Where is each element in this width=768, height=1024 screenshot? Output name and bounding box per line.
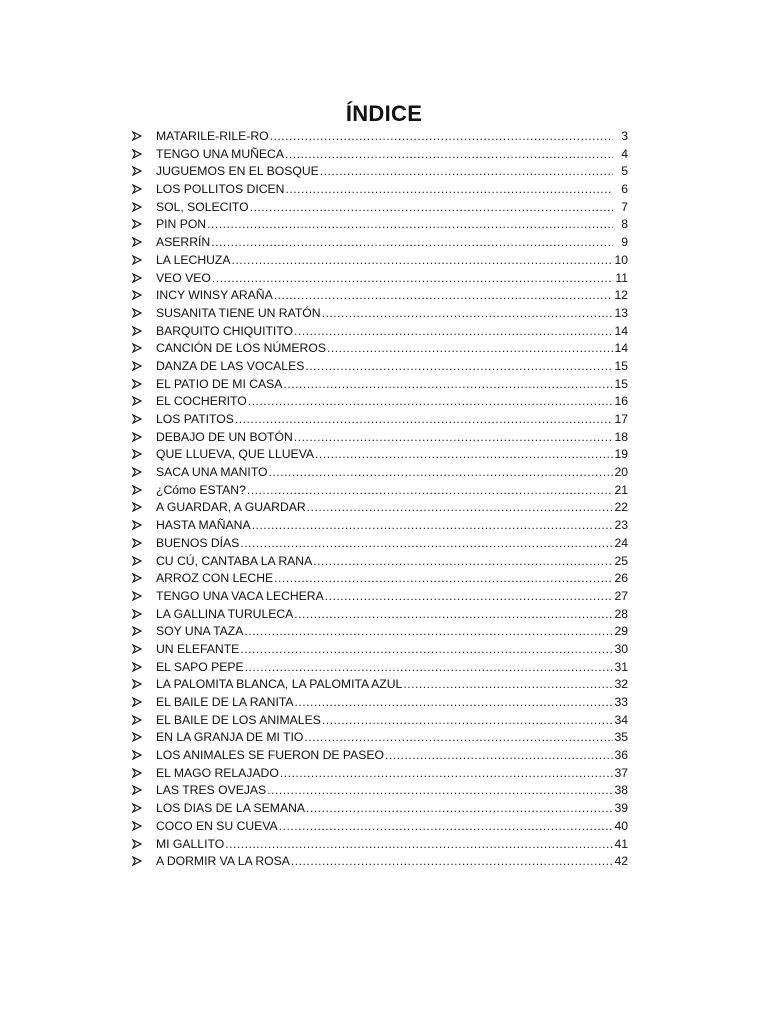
toc-page-number: 26 <box>614 571 628 586</box>
toc-page-number: 7 <box>621 199 628 214</box>
toc-entry-title: EL BAILE DE LA RANITA <box>156 695 294 709</box>
toc-entry <box>132 676 628 694</box>
toc-entry <box>132 340 628 358</box>
toc-entry <box>132 358 628 376</box>
toc-entry <box>132 836 628 854</box>
toc-entry <box>132 517 628 535</box>
toc-page-number: 29 <box>614 624 628 639</box>
toc-entry <box>132 216 628 234</box>
toc-page-number: 35 <box>614 730 628 745</box>
toc-entry <box>132 287 628 305</box>
arrowhead-bullet-icon <box>132 483 156 501</box>
toc-entry <box>132 199 628 217</box>
toc-entry-title: UN ELEFANTE <box>156 641 240 656</box>
toc-entry-title: EL COCHERITO <box>156 394 247 409</box>
toc-page-number: 36 <box>614 748 628 763</box>
toc-page-number: 17 <box>614 412 628 426</box>
arrowhead-bullet-icon <box>132 341 156 359</box>
dot-leader <box>294 323 613 341</box>
arrowhead-bullet-icon <box>132 695 156 713</box>
dot-leader <box>207 216 613 234</box>
toc-entry-title: CANCIÓN DE LOS NÚMEROS <box>156 341 326 356</box>
toc-page-number: 8 <box>621 217 628 232</box>
arrowhead-bullet-icon <box>132 837 156 855</box>
arrowhead-bullet-icon <box>132 660 156 678</box>
toc-entry-title: MI GALLITO <box>156 836 225 851</box>
dot-leader <box>327 340 613 358</box>
toc-entry <box>132 747 628 765</box>
arrowhead-bullet-icon <box>132 642 156 660</box>
toc-page-number: 20 <box>614 465 628 480</box>
toc-page-number: 13 <box>614 305 628 320</box>
toc-entry <box>132 429 628 447</box>
toc-entry-title: ¿Cómo ESTAN? <box>156 482 246 497</box>
toc-page-number: 31 <box>614 659 628 674</box>
dot-leader <box>291 853 613 871</box>
arrowhead-bullet-icon <box>132 147 156 165</box>
toc-entry <box>132 376 628 394</box>
toc-entry-title: EL PATIO DE MI CASA <box>156 376 283 391</box>
dot-leader <box>267 782 613 800</box>
toc-entry-title: LOS PATITOS <box>156 412 234 426</box>
table-of-contents <box>132 128 628 871</box>
toc-entry <box>132 163 628 181</box>
arrowhead-bullet-icon <box>132 217 156 235</box>
toc-entry-title: MATARILE-RILE-RO <box>156 129 269 143</box>
toc-page-number: 15 <box>614 358 628 373</box>
toc-entry-title: JUGUEMOS EN EL BOSQUE <box>156 164 319 179</box>
toc-page-number: 14 <box>614 323 628 338</box>
toc-page-number: 5 <box>621 164 628 179</box>
arrowhead-bullet-icon <box>132 500 156 518</box>
dot-leader <box>283 376 613 394</box>
toc-page-number: 16 <box>614 394 628 409</box>
dot-leader <box>212 270 613 288</box>
toc-entry <box>132 234 628 252</box>
toc-entry-title: VEO VEO <box>156 270 211 285</box>
toc-entry <box>132 623 628 641</box>
toc-entry-title: LA LECHUZA <box>156 252 231 267</box>
arrowhead-bullet-icon <box>132 465 156 483</box>
toc-entry-title: BARQUITO CHIQUITITO <box>156 323 294 338</box>
dot-leader <box>403 676 613 694</box>
toc-page-number: 24 <box>614 535 628 550</box>
toc-entry-title: LAS TRES OVEJAS <box>156 783 267 798</box>
toc-entry-title: SUSANITA TIENE UN RATÓN <box>156 305 321 320</box>
toc-entry-title: LA PALOMITA BLANCA, LA PALOMITA AZUL <box>156 677 403 692</box>
toc-entry <box>132 818 628 836</box>
toc-entry-title: SACA UNA MANITO <box>156 465 268 480</box>
toc-page-number: 11 <box>615 270 628 285</box>
toc-entry-title: PIN PON <box>156 217 207 232</box>
toc-entry-title: ARROZ CON LECHE <box>156 571 274 586</box>
toc-page-number: 25 <box>614 553 628 568</box>
toc-entry <box>132 411 628 429</box>
toc-page-number: 27 <box>614 588 628 603</box>
toc-entry <box>132 446 628 464</box>
toc-entry <box>132 146 628 164</box>
toc-entry-title: SOL, SOLECITO <box>156 199 249 214</box>
toc-entry <box>132 641 628 659</box>
toc-entry <box>132 659 628 677</box>
dot-leader <box>225 836 613 854</box>
toc-page-number: 28 <box>614 606 628 621</box>
toc-entry-title: EL BAILE DE LOS ANIMALES <box>156 712 321 727</box>
toc-entry <box>132 712 628 730</box>
arrowhead-bullet-icon <box>132 571 156 589</box>
toc-entry-title: DANZA DE LAS VOCALES <box>156 358 305 373</box>
arrowhead-bullet-icon <box>132 377 156 395</box>
arrowhead-bullet-icon <box>132 235 156 253</box>
arrowhead-bullet-icon <box>132 164 156 182</box>
toc-entry-title: ASERRÍN <box>156 235 211 250</box>
toc-page-number: 34 <box>614 712 628 727</box>
dot-leader <box>245 659 613 677</box>
dot-leader <box>306 800 613 818</box>
toc-entry <box>132 499 628 517</box>
dot-leader <box>305 358 613 376</box>
toc-entry <box>132 464 628 482</box>
toc-entry <box>132 606 628 624</box>
dot-leader <box>244 623 613 641</box>
arrowhead-bullet-icon <box>132 801 156 819</box>
dot-leader <box>211 234 613 252</box>
toc-page-number: 21 <box>614 482 628 497</box>
toc-entry <box>132 694 628 712</box>
arrowhead-bullet-icon <box>132 288 156 306</box>
arrowhead-bullet-icon <box>132 554 156 572</box>
arrowhead-bullet-icon <box>132 607 156 625</box>
toc-entry-title: BUENOS DÍAS <box>156 535 240 550</box>
toc-entry-title: CU CÚ, CANTABA LA RANA <box>156 553 313 568</box>
arrowhead-bullet-icon <box>132 324 156 342</box>
arrowhead-bullet-icon <box>132 271 156 289</box>
arrowhead-bullet-icon <box>132 748 156 766</box>
toc-page-number: 37 <box>614 765 628 780</box>
toc-entry-title: TENGO UNA VACA LECHERA <box>156 588 324 603</box>
arrowhead-bullet-icon <box>132 783 156 801</box>
toc-entry <box>132 570 628 588</box>
toc-page-number: 42 <box>614 854 628 869</box>
toc-entry-title: HASTA MAÑANA <box>156 518 251 533</box>
arrowhead-bullet-icon <box>132 589 156 607</box>
toc-entry-title: LA GALLINA TURULECA <box>156 606 294 621</box>
toc-page-number: 22 <box>614 500 628 515</box>
arrowhead-bullet-icon <box>132 730 156 748</box>
toc-entry-title: LOS POLLITOS DICEN <box>156 182 285 197</box>
toc-entry <box>132 482 628 500</box>
toc-entry-title: EN LA GRANJA DE MI TIO <box>156 730 304 745</box>
dot-leader <box>247 482 613 500</box>
toc-entry-title: QUE LLUEVA, QUE LLUEVA <box>156 447 315 462</box>
dot-leader <box>252 517 613 535</box>
dot-leader <box>295 694 613 712</box>
toc-entry <box>132 729 628 747</box>
toc-entry <box>132 782 628 800</box>
dot-leader <box>235 411 613 429</box>
toc-entry <box>132 853 628 871</box>
dot-leader <box>232 252 613 270</box>
arrowhead-bullet-icon <box>132 430 156 448</box>
arrowhead-bullet-icon <box>132 200 156 218</box>
dot-leader <box>322 712 613 730</box>
toc-entry <box>132 305 628 323</box>
toc-page-number: 33 <box>614 695 628 709</box>
toc-entry <box>132 588 628 606</box>
arrowhead-bullet-icon <box>132 677 156 695</box>
toc-page-number: 4 <box>621 146 628 161</box>
toc-page-number: 41 <box>614 836 628 851</box>
toc-page-number: 38 <box>614 783 628 798</box>
toc-entry <box>132 800 628 818</box>
dot-leader <box>294 606 613 624</box>
arrowhead-bullet-icon <box>132 306 156 324</box>
toc-page-number: 9 <box>621 235 628 250</box>
dot-leader <box>280 765 613 783</box>
toc-entry <box>132 270 628 288</box>
toc-page-number: 3 <box>621 129 628 143</box>
dot-leader <box>315 446 613 464</box>
toc-entry <box>132 553 628 571</box>
arrowhead-bullet-icon <box>132 253 156 271</box>
toc-entry <box>132 535 628 553</box>
arrowhead-bullet-icon <box>132 447 156 465</box>
toc-page-number: 14 <box>614 341 628 356</box>
dot-leader <box>285 181 613 199</box>
dot-leader <box>304 729 613 747</box>
toc-page-number: 39 <box>614 801 628 816</box>
toc-entry <box>132 323 628 341</box>
toc-entry <box>132 252 628 270</box>
toc-entry <box>132 181 628 199</box>
toc-entry-title: A GUARDAR, A GUARDAR <box>156 500 306 515</box>
dot-leader <box>240 641 613 659</box>
toc-page-number: 15 <box>614 376 628 391</box>
toc-entry-title: EL SAPO PEPE <box>156 659 244 674</box>
toc-entry <box>132 128 628 146</box>
dot-leader <box>248 393 613 411</box>
dot-leader <box>294 429 613 447</box>
dot-leader <box>274 287 613 305</box>
toc-page-number: 30 <box>614 641 628 656</box>
toc-entry-title: LOS DIAS DE LA SEMANA <box>156 801 306 816</box>
arrowhead-bullet-icon <box>132 624 156 642</box>
dot-leader <box>269 464 613 482</box>
toc-entry-title: A DORMIR VA LA ROSA <box>156 854 290 869</box>
toc-entry-title: EL MAGO RELAJADO <box>156 765 279 780</box>
toc-entry-title: COCO EN SU CUEVA <box>156 818 278 833</box>
toc-page-number: 10 <box>614 252 628 267</box>
dot-leader <box>274 570 613 588</box>
dot-leader <box>250 199 613 217</box>
toc-page-number: 40 <box>614 818 628 833</box>
arrowhead-bullet-icon <box>132 182 156 200</box>
dot-leader <box>322 305 613 323</box>
toc-entry-title: DEBAJO DE UN BOTÓN <box>156 429 293 444</box>
page-title: ÍNDICE <box>345 100 423 126</box>
toc-entry-title: TENGO UNA MUÑECA <box>156 146 284 161</box>
toc-page-number: 6 <box>621 182 628 197</box>
arrowhead-bullet-icon <box>132 412 156 430</box>
dot-leader <box>279 818 613 836</box>
arrowhead-bullet-icon <box>132 359 156 377</box>
dot-leader <box>270 128 613 146</box>
dot-leader <box>385 747 613 765</box>
toc-entry-title: INCY WINSY ARAÑA <box>156 288 273 303</box>
arrowhead-bullet-icon <box>132 129 156 147</box>
toc-entry-title: LOS ANIMALES SE FUERON DE PASEO <box>156 748 385 763</box>
arrowhead-bullet-icon <box>132 766 156 784</box>
dot-leader <box>285 146 613 164</box>
arrowhead-bullet-icon <box>132 536 156 554</box>
dot-leader <box>240 535 613 553</box>
dot-leader <box>307 499 613 517</box>
dot-leader <box>325 588 613 606</box>
arrowhead-bullet-icon <box>132 518 156 536</box>
toc-entry <box>132 765 628 783</box>
toc-entry-title: SOY UNA TAZA <box>156 624 244 639</box>
arrowhead-bullet-icon <box>132 819 156 837</box>
toc-page-number: 19 <box>614 447 628 462</box>
arrowhead-bullet-icon <box>132 394 156 412</box>
toc-page-number: 12 <box>614 288 628 303</box>
toc-page-number: 23 <box>614 518 628 533</box>
dot-leader <box>313 553 613 571</box>
dot-leader <box>320 163 613 181</box>
toc-page-number: 32 <box>614 677 628 692</box>
toc-entry <box>132 393 628 411</box>
toc-page-number: 18 <box>614 429 628 444</box>
arrowhead-bullet-icon <box>132 713 156 731</box>
arrowhead-bullet-icon <box>132 854 156 872</box>
